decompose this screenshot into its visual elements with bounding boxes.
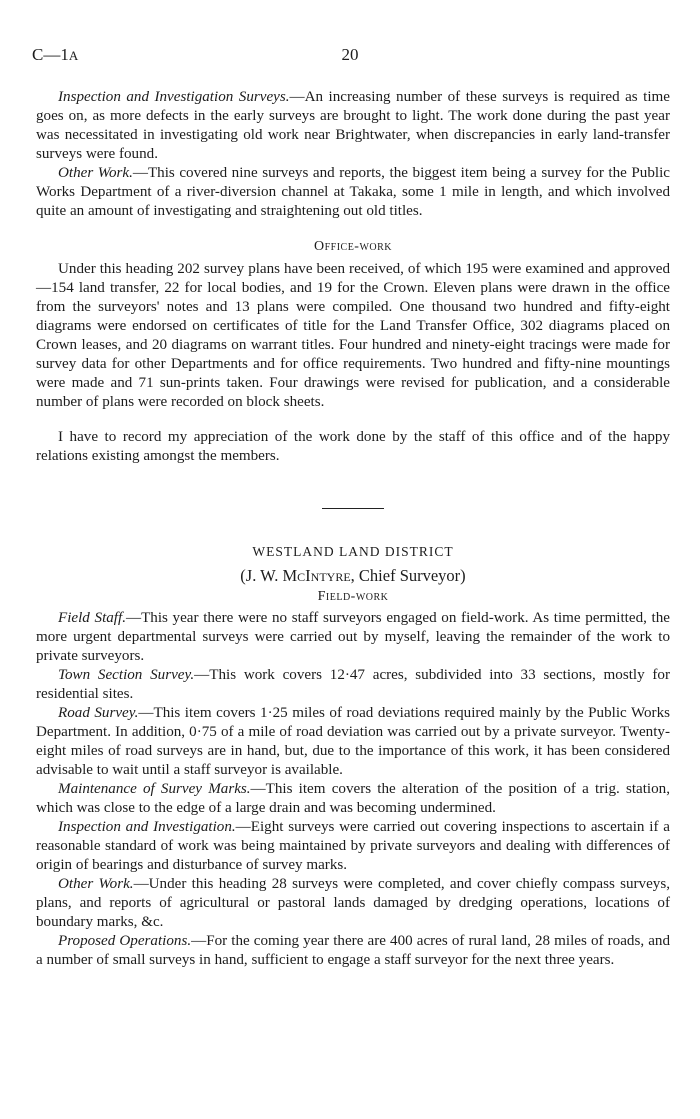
paragraph-text: —This item covers 1·25 miles of road deviations required mainly by the Public Works Department. In addition, 0·75 of a mile of road deviation was carried out by a private surveyor. Twenty-eight miles of road surveys are in hand, but, due to the importance of this work, it has been considered advisable to wait until a staff surveyor is available. (36, 705, 670, 778)
paragraph-text: —This item covers the alteration of the position of a trig. station, which was close to the edge of a large drain and was becoming undermined. (36, 781, 670, 816)
chief-surveyor-line: (J. W. McIntyre, Chief Surveyor) (240, 566, 466, 585)
paragraph-lead: Other Work. (58, 165, 133, 181)
field-work-heading: Field-work (317, 589, 389, 604)
report-reference-main: C—1 (32, 45, 69, 64)
district-heading: WESTLAND LAND DISTRICT (252, 544, 454, 559)
office-work-heading: Office-work (313, 239, 393, 254)
paragraph-text: —For the coming year there are 400 acres of rural land, 28 miles of roads, and a number of small surveys in hand, sufficient to engage a staff surveyor for the next three years. (36, 933, 671, 968)
section-divider (322, 508, 384, 509)
page-header (32, 45, 668, 69)
paragraph-text: —This year there were no staff surveyors engaged on field-work. As time permitted, the more urgent departmental surveys were carried out by myself, leaving the remainder of the work to private surveyors. (36, 610, 670, 664)
paragraph-proposed-operations (36, 932, 670, 970)
paragraph-lead: Inspection and Investigation Surveys. (58, 89, 290, 105)
paragraph-lead: Town Section Survey. (58, 667, 195, 683)
paragraph-text: —An increasing number of these surveys is required as time goes on, as more defects in the early surveys are brought to light. The work done during the past year was necessitated in investigating old work near Brightwater, when discrepancies in early land-transfer surveys were found. (36, 89, 670, 162)
paragraph-other-work (36, 164, 670, 221)
paragraph-other-work-westland (36, 875, 670, 932)
paragraph-maintenance-marks (36, 780, 670, 818)
body-text (36, 88, 670, 970)
page-number: 20 (341, 45, 359, 64)
paragraph-text: —Under this heading 28 surveys were completed, and cover chiefly compass surveys, plans, and reports of agricultural or pastoral lands damaged by dredging operations, locations of boundary marks, &c. (36, 876, 671, 930)
paragraph-lead: Inspection and Investigation. (58, 819, 236, 835)
paragraph-lead: Field Staff. (58, 610, 126, 626)
paragraph-lead: Maintenance of Survey Marks. (58, 781, 251, 797)
paragraph-lead: Other Work. (58, 876, 134, 892)
paragraph-text: —Eight surveys were carried out covering inspections to ascertain if a reasonable standard of work was being maintained by private surveyors and dealing with differences of origin of bearings and disturbance of survey marks. (36, 819, 670, 873)
paragraph-town-section-survey (36, 666, 670, 704)
paragraph-lead: Road Survey. (58, 705, 139, 721)
paragraph-lead: Proposed Operations. (58, 933, 192, 949)
paragraph-field-staff (36, 609, 670, 666)
paragraph-inspection-investigation (36, 818, 670, 875)
paragraph-text: —This work covers 12·47 acres, subdivided into 33 sections, mostly for residential sites. (36, 667, 670, 702)
paragraph-text: —This covered nine surveys and reports, the biggest item being a survey for the Public Works Department of a river-diversion channel at Takaka, some 1 mile in length, and which involved quite an amount of investigating and straightening out old titles. (36, 165, 670, 219)
office-work-paragraph: Under this heading 202 survey plans have been received, of which 195 were examined and approved—154 land transfer, 22 for local bodies, and 19 for the Crown. Eleven plans were drawn in the office from the surveyors' notes and 13 plans were compiled. One thousand two hundred and fifty-eight diagrams were endorsed on certificates of title for the Land Transfer Office, 302 diagrams placed on Crown leases, and 20 diagrams on warrant titles. Four hundred and ninety-eight tracings were made for survey data for other Departments and for office requirements. Two hundred and fifty-nine mountings were made and 71 sun-prints taken. Four drawings were revised for publication, and a considerable number of plans were recorded on block sheets. (36, 261, 670, 410)
paragraph-inspection-surveys (36, 88, 670, 164)
report-reference-suffix: A (68, 48, 79, 63)
appreciation-paragraph: I have to record my appreciation of the work done by the staff of this office and of the happy relations existing amongst the members. (36, 429, 670, 464)
paragraph-road-survey (36, 704, 670, 780)
